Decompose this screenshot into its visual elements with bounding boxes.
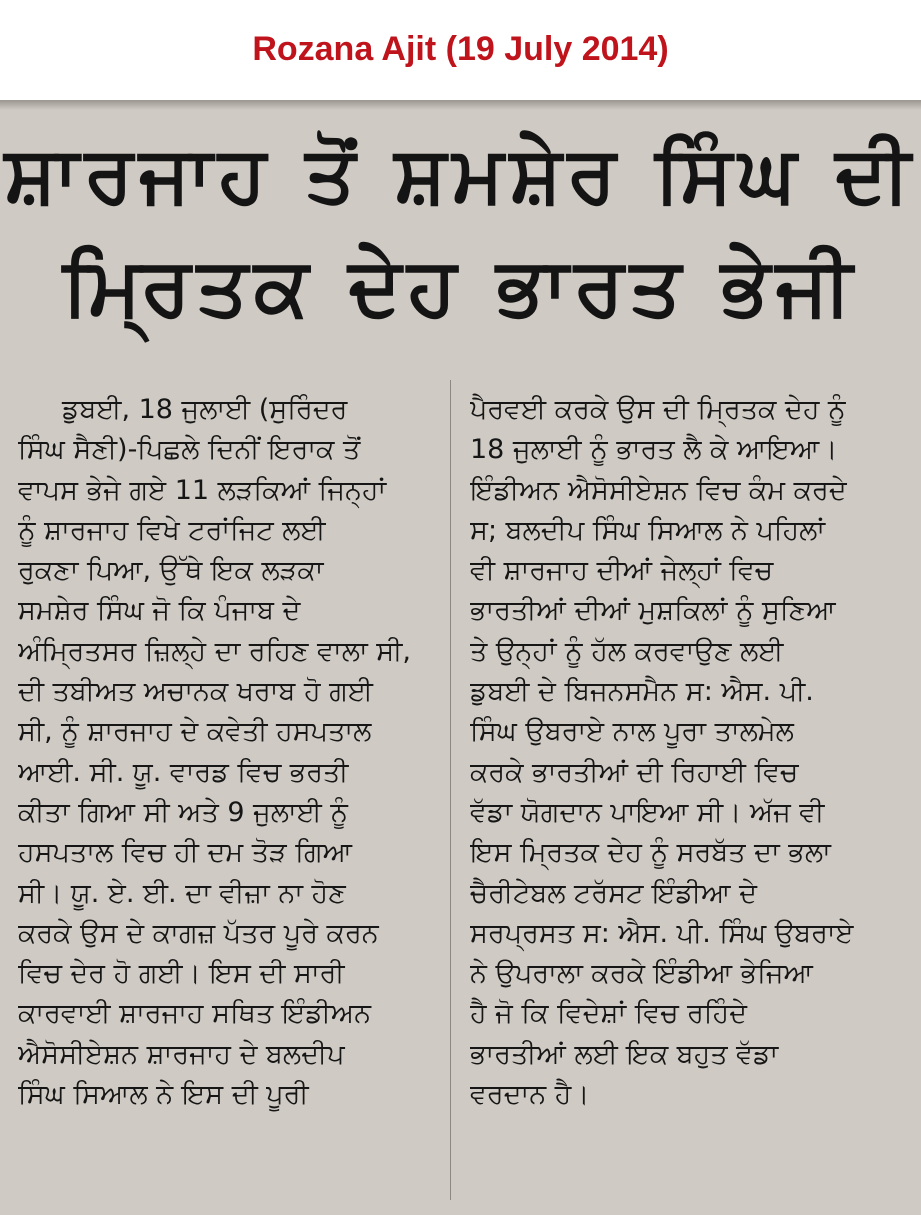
text-line: ਤੇ ਉਨ੍ਹਾਂ ਨੂੰ ਹੱਲ ਕਰਵਾਉਣ ਲਈ [470, 635, 784, 667]
text-line: ਸਿੰਘ ਸਿਆਲ ਨੇ ਇਸ ਦੀ ਪੂਰੀ [18, 1079, 309, 1111]
text-line: ਇੰਡੀਅਨ ਐਸੋਸੀਏਸ਼ਨ ਵਿਚ ਕੰਮ ਕਰਦੇ [470, 474, 847, 506]
text-line: ਰੁਕਣਾ ਪਿਆ, ਉੱਥੇ ਇਕ ਲੜਕਾ [18, 555, 324, 587]
text-line: ਨੂੰ ਸ਼ਾਰਜਾਹ ਵਿਖੇ ਟਰਾਂਜਿਟ ਲਈ [18, 514, 326, 546]
text-line: ਕਰਕੇ ਉਸ ਦੇ ਕਾਗਜ਼ ਪੱਤਰ ਪੂਰੇ ਕਰਨ [18, 917, 379, 949]
text-line: ਸਿੰਘ ਉਬਰਾਏ ਨਾਲ ਪੂਰਾ ਤਾਲਮੇਲ [470, 716, 794, 748]
text-line: ਵੀ ਸ਼ਾਰਜਾਹ ਦੀਆਂ ਜੇਲ੍ਹਾਂ ਵਿਚ [470, 555, 774, 587]
text-line: ਕਰਕੇ ਭਾਰਤੀਆਂ ਦੀ ਰਿਹਾਈ ਵਿਚ [470, 756, 799, 788]
text-line: ਸਮਸ਼ੇਰ ਸਿੰਘ ਜੋ ਕਿ ਪੰਜਾਬ ਦੇ [18, 595, 301, 627]
text-line: ਵਾਪਸ ਭੇਜੇ ਗਏ 11 ਲੜਕਿਆਂ ਜਿਨ੍ਹਾਂ [18, 474, 387, 506]
text-line: ਸੀ, ਨੂੰ ਸ਼ਾਰਜਾਹ ਦੇ ਕਵੇਤੀ ਹਸਪਤਾਲ [18, 716, 372, 748]
text-line: ਪੈਰਵਈ ਕਰਕੇ ਉਸ ਦੀ ਮ੍ਰਿਤਕ ਦੇਹ ਨੂੰ [470, 394, 846, 425]
text-line: ਕਾਰਵਾਈ ਸ਼ਾਰਜਾਹ ਸਥਿਤ ਇੰਡੀਅਨ [18, 998, 371, 1030]
text-line: ਹੈ ਜੋ ਕਿ ਵਿਦੇਸ਼ਾਂ ਵਿਚ ਰਹਿੰਦੇ [470, 998, 748, 1030]
text-line: ਆਈ. ਸੀ. ਯੂ. ਵਾਰਡ ਵਿਚ ਭਰਤੀ [18, 756, 349, 788]
text-line: ਵਰਦਾਨ ਹੈ। [470, 1079, 590, 1111]
column-divider [450, 380, 451, 1200]
text-line: ਵਿਚ ਦੇਰ ਹੋ ਗਈ। ਇਸ ਦੀ ਸਾਰੀ [18, 958, 345, 990]
text-line: ਭਾਰਤੀਆਂ ਲਈ ਇਕ ਬਹੁਤ ਵੱਡਾ [470, 1038, 779, 1070]
text-line: 18 ਜੁਲਾਈ ਨੂੰ ਭਾਰਤ ਲੈ ਕੇ ਆਇਆ। [470, 434, 838, 466]
text-line: ਐਸੋਸੀਏਸ਼ਨ ਸ਼ਾਰਜਾਹ ਦੇ ਬਲਦੀਪ [18, 1038, 345, 1070]
text-line: ਦੀ ਤਬੀਅਤ ਅਚਾਨਕ ਖਰਾਬ ਹੋ ਗਈ [18, 676, 373, 708]
text-line: ਭਾਰਤੀਆਂ ਦੀਆਂ ਮੁਸ਼ਕਿਲਾਂ ਨੂੰ ਸੁਣਿਆ [470, 595, 836, 627]
clipping-top-edge [0, 100, 921, 110]
text-line: ਸੀ। ਯੂ. ਏ. ਈ. ਦਾ ਵੀਜ਼ਾ ਨਾ ਹੋਣ [18, 877, 346, 909]
text-line: ਅੰਮ੍ਰਿਤਸਰ ਜ਼ਿਲ੍ਹੇ ਦਾ ਰਹਿਣ ਵਾਲਾ ਸੀ, [18, 635, 411, 667]
article-column-left [18, 390, 433, 1115]
headline-line-1: ਸ਼ਾਰਜਾਹ ਤੋਂ ਸ਼ਮਸ਼ੇਰ ਸਿੰਘ ਦੀ [4, 130, 917, 220]
text-line: ਕੀਤਾ ਗਿਆ ਸੀ ਅਤੇ 9 ਜੁਲਾਈ ਨੂੰ [18, 796, 348, 828]
page-caption: Rozana Ajit (19 July 2014) [252, 30, 669, 68]
text-line: ਨੇ ਉਪਰਾਲਾ ਕਰਕੇ ਇੰਡੀਆ ਭੇਜਿਆ [470, 958, 813, 990]
text-line: ਡੁਬਈ, 18 ਜੁਲਾਈ (ਸੁਰਿੰਦਰ [62, 394, 348, 425]
text-line: ਇਸ ਮ੍ਰਿਤਕ ਦੇਹ ਨੂੰ ਸਰਬੱਤ ਦਾ ਭਲਾ [470, 837, 831, 869]
text-line: ਸਿੰਘ ਸੈਣੀ)-ਪਿਛਲੇ ਦਿਨੀਂ ਇਰਾਕ ਤੋਂ [18, 434, 361, 466]
headline-line-2: ਮ੍ਰਿਤਕ ਦੇਹ ਭਾਰਤ ਭੇਜੀ [62, 240, 859, 333]
text-line: ਸਰਪ੍ਰਸਤ ਸ: ਐਸ. ਪੀ. ਸਿੰਘ ਉਬਰਾਏ [470, 917, 854, 949]
text-line: ਸ; ਬਲਦੀਪ ਸਿੰਘ ਸਿਆਲ ਨੇ ਪਹਿਲਾਂ [470, 514, 826, 546]
text-line: ਡੁਬਈ ਦੇ ਬਿਜਨਸਮੈਨ ਸ: ਐਸ. ਪੀ. [470, 676, 814, 708]
article-column-right [470, 390, 915, 1115]
text-line: ਵੱਡਾ ਯੋਗਦਾਨ ਪਾਇਆ ਸੀ। ਅੱਜ ਵੀ [470, 796, 825, 828]
text-line: ਹਸਪਤਾਲ ਵਿਚ ਹੀ ਦਮ ਤੋੜ ਗਿਆ [18, 837, 353, 869]
text-line: ਚੈਰੀਟੇਬਲ ਟਰੱਸਟ ਇੰਡੀਆ ਦੇ [470, 877, 757, 909]
